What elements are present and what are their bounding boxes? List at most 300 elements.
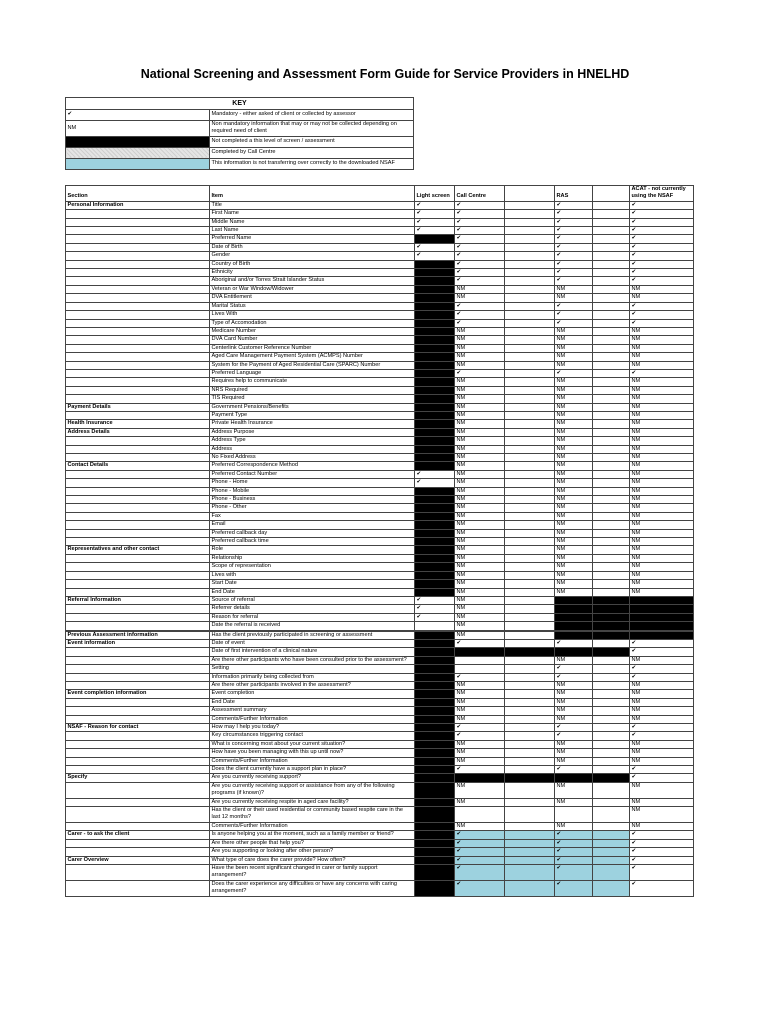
table-row [66, 665, 694, 673]
item-cell: Phone - Business [210, 496, 415, 504]
table-row [66, 277, 694, 285]
call-centre-cell: NM [455, 631, 505, 639]
key-description: Mandatory - either asked of client or collected by assessor [210, 110, 414, 121]
call-centre-cell: NM [455, 622, 505, 630]
ras-cell: ✔ [555, 856, 593, 864]
key-symbol: ✔ [66, 110, 210, 121]
column-header: Call Centre [455, 186, 505, 202]
call-centre-extra-cell [505, 807, 555, 823]
item-cell: Setting [210, 665, 415, 673]
acat-cell: ✔ [630, 269, 694, 277]
ras-cell [555, 605, 593, 613]
call-centre-extra-cell [505, 395, 555, 403]
acat-cell: NM [630, 361, 694, 369]
call-centre-extra-cell [505, 749, 555, 757]
item-cell: Does the client currently have a support plan in place? [210, 766, 415, 774]
call-centre-cell: NM [455, 462, 505, 470]
section-cell [66, 839, 210, 847]
ras-cell: NM [555, 749, 593, 757]
ras-cell: NM [555, 395, 593, 403]
call-centre-cell: ✔ [455, 673, 505, 681]
call-centre-cell: NM [455, 479, 505, 487]
light-screen-cell [415, 538, 455, 546]
key-description: Non mandatory information that may or may not be collected depending on required need of client [210, 121, 414, 137]
light-screen-cell [415, 428, 455, 436]
acat-cell: ✔ [630, 856, 694, 864]
section-cell [66, 749, 210, 757]
call-centre-extra-cell [505, 563, 555, 571]
table-row [66, 732, 694, 740]
light-screen-cell [415, 749, 455, 757]
section-cell: Carer Overview [66, 856, 210, 864]
light-screen-cell [415, 732, 455, 740]
ras-extra-cell [593, 496, 630, 504]
ras-extra-cell [593, 302, 630, 310]
call-centre-cell: NM [455, 470, 505, 478]
item-cell: Fax [210, 512, 415, 520]
call-centre-cell: ✔ [455, 831, 505, 839]
ras-extra-cell [593, 445, 630, 453]
light-screen-cell: ✔ [415, 613, 455, 621]
ras-cell: ✔ [555, 227, 593, 235]
call-centre-cell: NM [455, 361, 505, 369]
ras-cell: NM [555, 353, 593, 361]
call-centre-cell: ✔ [455, 732, 505, 740]
light-screen-cell [415, 864, 455, 880]
section-cell [66, 311, 210, 319]
ras-cell: NM [555, 403, 593, 411]
ras-extra-cell [593, 665, 630, 673]
ras-extra-cell [593, 648, 630, 656]
call-centre-extra-cell [505, 369, 555, 377]
item-cell: Requires help to communicate [210, 378, 415, 386]
call-centre-extra-cell [505, 839, 555, 847]
light-screen-cell [415, 588, 455, 596]
ras-extra-cell [593, 698, 630, 706]
table-row [66, 848, 694, 856]
call-centre-cell: NM [455, 395, 505, 403]
item-cell: Have the been recent significant changed in carer or family support arrangement? [210, 864, 415, 880]
item-cell: Aboriginal and/or Torres Strait Islander Status [210, 277, 415, 285]
call-centre-cell: NM [455, 327, 505, 335]
section-cell [66, 554, 210, 562]
call-centre-extra-cell [505, 361, 555, 369]
ras-cell: NM [555, 538, 593, 546]
item-cell: Address [210, 445, 415, 453]
item-cell: Comments/Further Information [210, 822, 415, 830]
section-cell [66, 732, 210, 740]
acat-cell: NM [630, 285, 694, 293]
item-cell: Referrer details [210, 605, 415, 613]
acat-cell: NM [630, 445, 694, 453]
table-row [66, 302, 694, 310]
acat-cell: NM [630, 690, 694, 698]
light-screen-cell [415, 648, 455, 656]
item-cell: Role [210, 546, 415, 554]
section-cell [66, 252, 210, 260]
item-cell: Does the carer experience any difficulties or have any concerns with caring arrangement? [210, 880, 415, 896]
call-centre-cell: NM [455, 353, 505, 361]
ras-extra-cell [593, 428, 630, 436]
section-cell [66, 496, 210, 504]
ras-extra-cell [593, 864, 630, 880]
light-screen-cell [415, 822, 455, 830]
call-centre-cell: ✔ [455, 880, 505, 896]
key-description: This information is not transferring over correctly to the downloaded NSAF [210, 158, 414, 169]
ras-cell: NM [555, 698, 593, 706]
ras-extra-cell [593, 588, 630, 596]
item-cell: Is anyone helping you at the moment, such as a family member or friend? [210, 831, 415, 839]
ras-extra-cell [593, 487, 630, 495]
call-centre-cell: ✔ [455, 839, 505, 847]
ras-extra-cell [593, 757, 630, 765]
acat-cell: NM [630, 580, 694, 588]
call-centre-cell: ✔ [455, 269, 505, 277]
light-screen-cell [415, 831, 455, 839]
ras-cell: ✔ [555, 235, 593, 243]
call-centre-cell: NM [455, 681, 505, 689]
light-screen-cell [415, 546, 455, 554]
call-centre-extra-cell [505, 512, 555, 520]
table-row [66, 880, 694, 896]
table-row [66, 260, 694, 268]
ras-extra-cell [593, 353, 630, 361]
call-centre-cell: ✔ [455, 319, 505, 327]
call-centre-cell: ✔ [455, 724, 505, 732]
ras-cell: ✔ [555, 864, 593, 880]
ras-cell: ✔ [555, 252, 593, 260]
ras-cell: ✔ [555, 269, 593, 277]
ras-cell: ✔ [555, 724, 593, 732]
light-screen-cell [415, 774, 455, 782]
call-centre-extra-cell [505, 774, 555, 782]
ras-cell: ✔ [555, 673, 593, 681]
section-cell [66, 294, 210, 302]
call-centre-extra-cell [505, 724, 555, 732]
light-screen-cell [415, 487, 455, 495]
ras-extra-cell [593, 831, 630, 839]
acat-cell: NM [630, 571, 694, 579]
acat-cell: NM [630, 554, 694, 562]
call-centre-extra-cell [505, 596, 555, 604]
item-cell: What type of care does the carer provide? How often? [210, 856, 415, 864]
ras-cell [555, 774, 593, 782]
table-row [66, 757, 694, 765]
item-cell: Are there other participants who have been consulted prior to the assessment? [210, 656, 415, 664]
call-centre-cell: ✔ [455, 277, 505, 285]
call-centre-cell: NM [455, 690, 505, 698]
item-cell: Event completion [210, 690, 415, 698]
section-cell [66, 386, 210, 394]
table-row [66, 596, 694, 604]
section-cell [66, 571, 210, 579]
table-row [66, 496, 694, 504]
section-cell [66, 269, 210, 277]
key-row [66, 158, 414, 169]
table-row [66, 411, 694, 419]
acat-cell: ✔ [630, 880, 694, 896]
call-centre-cell: NM [455, 596, 505, 604]
call-centre-cell: ✔ [455, 639, 505, 647]
call-centre-extra-cell [505, 454, 555, 462]
acat-cell: ✔ [630, 227, 694, 235]
table-row [66, 681, 694, 689]
call-centre-cell: NM [455, 437, 505, 445]
table-row [66, 856, 694, 864]
section-cell [66, 807, 210, 823]
acat-cell: NM [630, 588, 694, 596]
item-cell: Comments/Further Information [210, 715, 415, 723]
light-screen-cell [415, 336, 455, 344]
call-centre-cell: NM [455, 428, 505, 436]
call-centre-extra-cell [505, 538, 555, 546]
acat-cell: NM [630, 504, 694, 512]
section-cell [66, 327, 210, 335]
call-centre-extra-cell [505, 243, 555, 251]
acat-cell [630, 622, 694, 630]
item-cell: First Name [210, 210, 415, 218]
column-header [505, 186, 555, 202]
call-centre-cell: NM [455, 715, 505, 723]
key-description: Completed by Call Centre [210, 147, 414, 158]
acat-cell: ✔ [630, 243, 694, 251]
item-cell: Veteran or War Window/Widower [210, 285, 415, 293]
section-cell [66, 395, 210, 403]
call-centre-extra-cell [505, 673, 555, 681]
ras-extra-cell [593, 454, 630, 462]
ras-extra-cell [593, 294, 630, 302]
section-cell [66, 880, 210, 896]
ras-cell: NM [555, 420, 593, 428]
ras-extra-cell [593, 740, 630, 748]
item-cell: Date of event [210, 639, 415, 647]
section-cell [66, 656, 210, 664]
section-cell [66, 648, 210, 656]
ras-cell: NM [555, 462, 593, 470]
ras-extra-cell [593, 681, 630, 689]
table-row [66, 807, 694, 823]
call-centre-cell: NM [455, 521, 505, 529]
ras-extra-cell [593, 724, 630, 732]
call-centre-cell: NM [455, 571, 505, 579]
column-header: Light screen [415, 186, 455, 202]
light-screen-cell [415, 757, 455, 765]
table-row [66, 403, 694, 411]
call-centre-extra-cell [505, 487, 555, 495]
table-row [66, 839, 694, 847]
table-row [66, 639, 694, 647]
call-centre-extra-cell [505, 856, 555, 864]
item-cell: NRS Required [210, 386, 415, 394]
acat-cell: NM [630, 529, 694, 537]
ras-cell: NM [555, 782, 593, 798]
acat-cell: ✔ [630, 864, 694, 880]
section-cell [66, 227, 210, 235]
ras-cell: ✔ [555, 302, 593, 310]
ras-cell: ✔ [555, 210, 593, 218]
acat-cell: ✔ [630, 319, 694, 327]
light-screen-cell [415, 639, 455, 647]
ras-extra-cell [593, 235, 630, 243]
ras-cell: NM [555, 470, 593, 478]
section-cell: Referral Information [66, 596, 210, 604]
light-screen-cell [415, 269, 455, 277]
page-title: National Screening and Assessment Form Guide for Service Providers in HNELHD [140, 67, 630, 81]
call-centre-extra-cell [505, 386, 555, 394]
section-cell [66, 411, 210, 419]
table-row [66, 235, 694, 243]
section-cell [66, 277, 210, 285]
ras-cell: NM [555, 428, 593, 436]
item-cell: Country of Birth [210, 260, 415, 268]
ras-extra-cell [593, 252, 630, 260]
table-row [66, 782, 694, 798]
table-row [66, 487, 694, 495]
light-screen-cell: ✔ [415, 470, 455, 478]
ras-cell: NM [555, 487, 593, 495]
ras-extra-cell [593, 622, 630, 630]
table-row [66, 546, 694, 554]
light-screen-cell [415, 839, 455, 847]
table-row [66, 327, 694, 335]
ras-cell: NM [555, 798, 593, 806]
call-centre-cell: ✔ [455, 856, 505, 864]
section-cell [66, 715, 210, 723]
call-centre-cell: NM [455, 403, 505, 411]
call-centre-cell: NM [455, 496, 505, 504]
ras-cell: NM [555, 411, 593, 419]
call-centre-extra-cell [505, 631, 555, 639]
call-centre-extra-cell [505, 698, 555, 706]
table-row [66, 554, 694, 562]
section-cell: Health Insurance [66, 420, 210, 428]
acat-cell: NM [630, 462, 694, 470]
call-centre-cell: NM [455, 613, 505, 621]
ras-extra-cell [593, 504, 630, 512]
item-cell: Title [210, 201, 415, 209]
light-screen-cell [415, 529, 455, 537]
section-cell: Previous Assessment information [66, 631, 210, 639]
ras-extra-cell [593, 479, 630, 487]
call-centre-cell: NM [455, 707, 505, 715]
item-cell: Relationship [210, 554, 415, 562]
table-row [66, 715, 694, 723]
item-cell: Government Pensions/Benefits [210, 403, 415, 411]
call-centre-cell: NM [455, 336, 505, 344]
acat-cell: ✔ [630, 210, 694, 218]
ras-cell: NM [555, 588, 593, 596]
item-cell: End Date [210, 698, 415, 706]
call-centre-extra-cell [505, 260, 555, 268]
ras-cell: ✔ [555, 319, 593, 327]
table-row [66, 445, 694, 453]
acat-cell: NM [630, 681, 694, 689]
light-screen-cell [415, 521, 455, 529]
call-centre-extra-cell [505, 302, 555, 310]
table-row [66, 605, 694, 613]
table-row [66, 285, 694, 293]
call-centre-extra-cell [505, 656, 555, 664]
table-row [66, 243, 694, 251]
call-centre-cell: ✔ [455, 235, 505, 243]
light-screen-cell [415, 344, 455, 352]
acat-cell: NM [630, 454, 694, 462]
acat-cell: ✔ [630, 218, 694, 226]
ras-cell [555, 648, 593, 656]
ras-extra-cell [593, 529, 630, 537]
ras-cell: ✔ [555, 839, 593, 847]
acat-cell: ✔ [630, 648, 694, 656]
call-centre-cell: NM [455, 698, 505, 706]
call-centre-extra-cell [505, 336, 555, 344]
item-cell: Private Health Insurance [210, 420, 415, 428]
table-row [66, 521, 694, 529]
acat-cell: ✔ [630, 260, 694, 268]
light-screen-cell [415, 724, 455, 732]
light-screen-cell [415, 369, 455, 377]
acat-cell [630, 596, 694, 604]
call-centre-extra-cell [505, 707, 555, 715]
table-row [66, 622, 694, 630]
light-screen-cell [415, 512, 455, 520]
call-centre-extra-cell [505, 285, 555, 293]
ras-cell: NM [555, 563, 593, 571]
acat-cell [630, 613, 694, 621]
item-cell: Date the referral is received [210, 622, 415, 630]
acat-cell: NM [630, 428, 694, 436]
ras-extra-cell [593, 285, 630, 293]
light-screen-cell [415, 681, 455, 689]
acat-cell: NM [630, 782, 694, 798]
call-centre-extra-cell [505, 521, 555, 529]
ras-cell: NM [555, 690, 593, 698]
section-cell [66, 681, 210, 689]
ras-cell [555, 807, 593, 823]
item-cell: How have you been managing with this up until now? [210, 749, 415, 757]
call-centre-cell: NM [455, 782, 505, 798]
call-centre-extra-cell [505, 420, 555, 428]
ras-extra-cell [593, 749, 630, 757]
table-row [66, 319, 694, 327]
section-cell [66, 665, 210, 673]
light-screen-cell [415, 235, 455, 243]
ras-cell: NM [555, 386, 593, 394]
ras-cell: ✔ [555, 218, 593, 226]
ras-cell [555, 613, 593, 621]
item-cell: Lives with [210, 571, 415, 579]
call-centre-cell: ✔ [455, 201, 505, 209]
item-cell: Has the client previously participated in screening or assessment [210, 631, 415, 639]
ras-extra-cell [593, 386, 630, 394]
call-centre-extra-cell [505, 864, 555, 880]
ras-cell: ✔ [555, 311, 593, 319]
acat-cell: ✔ [630, 839, 694, 847]
light-screen-cell: ✔ [415, 243, 455, 251]
acat-cell: NM [630, 411, 694, 419]
item-cell: Are you currently receiving respite in aged care facility? [210, 798, 415, 806]
acat-cell: NM [630, 487, 694, 495]
call-centre-cell: NM [455, 454, 505, 462]
key-row [66, 110, 414, 121]
section-cell [66, 353, 210, 361]
light-screen-cell: ✔ [415, 218, 455, 226]
section-cell: Carer - to ask the client [66, 831, 210, 839]
light-screen-cell [415, 715, 455, 723]
acat-cell: NM [630, 807, 694, 823]
ras-extra-cell [593, 403, 630, 411]
ras-cell: ✔ [555, 243, 593, 251]
item-cell: Information primarily being collected from [210, 673, 415, 681]
